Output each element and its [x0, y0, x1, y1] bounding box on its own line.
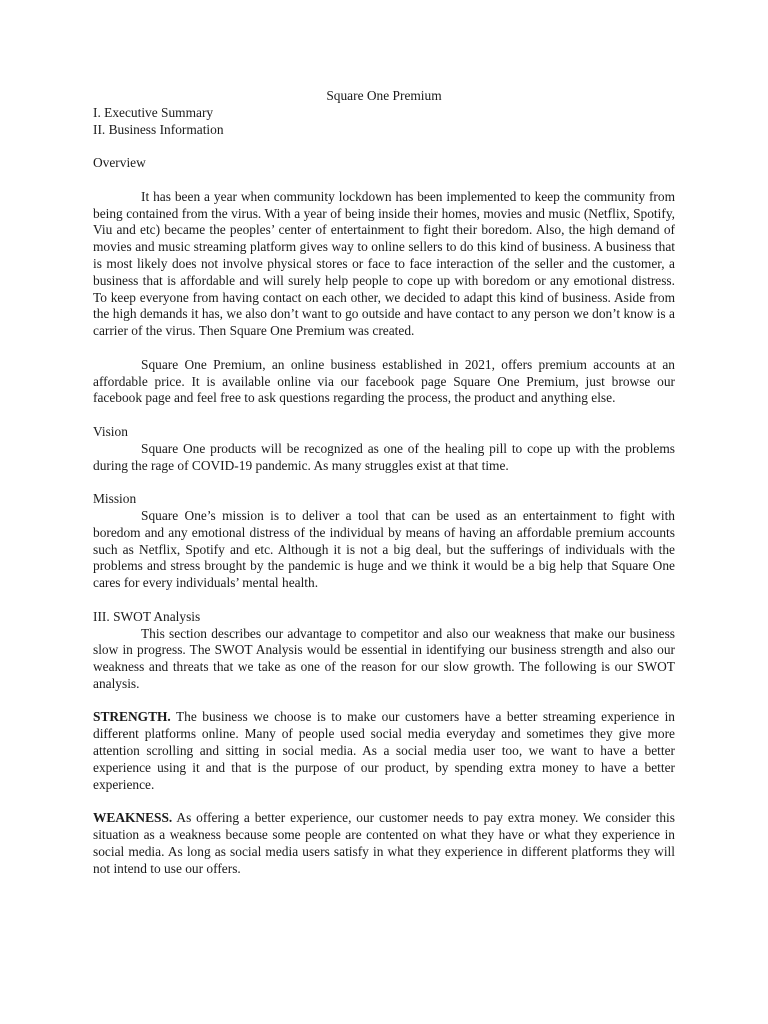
strength-label: STRENGTH. — [93, 709, 171, 725]
document-title: Square One Premium — [326, 88, 442, 103]
swot-text: This section describes our advantage to competitor and also our weakness that make our business slow in progress. The SWOT Analysis would be essential in identifying our business strength and also our weakness and threats that we take as one of the reason for our slow growth. The following is our SWOT analysis. — [93, 625, 675, 691]
overview-heading: Overview — [93, 155, 146, 171]
swot-heading: III. SWOT Analysis — [93, 608, 201, 624]
overview-paragraph-1: It has been a year when community lockdown has been implemented to keep the community from being contained from the virus. With a year of being inside their homes, movies and music (Netflix, Spotify, Viu and etc) became the peoples’ center of entertainment to fight their boredom. Also, the high demand of movies and music streaming platform gives way to online sellers to do this kind of business. A business that is most likely does not involve physical stores or face to face interaction of the seller and the customer, a business that is affordable and will surely help people to cope up with boredom or any emotional distress. To keep everyone from having contact on each other, we decided to adapt this kind of business. Aside from the high demands it has, we also don’t want to go outside and have contact to any person we don’t know is a carrier of the virus. Then Square One Premium was created. — [93, 188, 675, 339]
overview-paragraph-2: Square One Premium, an online business established in 2021, offers premium accounts at an affordable price. It is available online via our facebook page Square One Premium, just browse our facebook page and feel free to ask questions regarding the process, the product and anything else. — [93, 356, 675, 406]
weakness-label: WEAKNESS. — [93, 810, 173, 826]
vision-text: Square One products will be recognized as one of the healing pill to cope up with the problems during the rage of COVID-19 pandemic. As many struggles exist at that time. — [93, 440, 675, 473]
weakness-text: As offering a better experience, our customer needs to pay extra money. We consider this situation as a weakness because some people are contented on what they have or what they experience in social media. As long as social media users satisfy in what they experience in different platforms they will not intend to use our offers. — [93, 810, 675, 876]
vision-heading: Vision — [93, 423, 128, 439]
toc-item-business-information: II. Business Information — [93, 121, 224, 137]
mission-heading: Mission — [93, 491, 137, 507]
strength-text: The business we choose is to make our customers have a better streaming experience in different platforms online. Many of people used social media everyday and sometimes they give more attention scrolling and sitting in social media. As a social media user too, we want to have a better experience using it and that is the purpose of our product, by spending extra money to have a better experience. — [93, 709, 675, 792]
toc-item-executive-summary: I. Executive Summary — [93, 104, 214, 120]
document-page — [93, 88, 675, 877]
strength-paragraph — [93, 709, 675, 793]
mission-text: Square One’s mission is to deliver a tool that can be used as an entertainment to fight with boredom and any emotional distress of the individual by means of having an affordable premium accounts such as Netflix, Spotify and etc. Although it is not a big deal, but the sufferings of individuals with the problems and stress brought by the pandemic is huge and we think it would be a big help that Square One cares for every individuals’ mental health. — [93, 507, 675, 591]
weakness-paragraph — [93, 810, 675, 877]
